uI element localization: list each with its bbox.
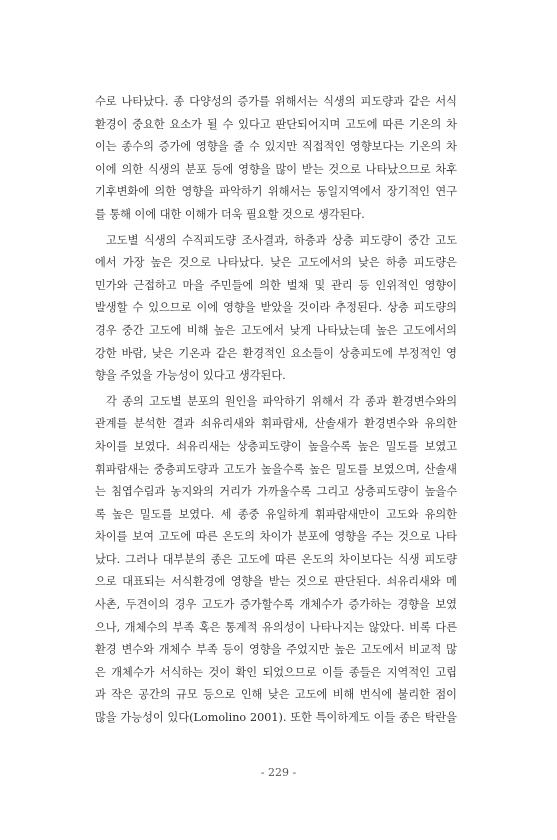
- text-line: 강한 바람, 낮은 기온과 같은 환경적인 요소들이 상층피도에 부정적인 영: [95, 346, 457, 360]
- text-line: 경우 중간 고도에 비해 높은 고도에서 낮게 나타났는데 높은 고도에서의: [95, 323, 457, 337]
- text-line: 차이를 보였다. 쇠유리새는 상층피도량이 높을수록 높은 밀도를 보였고: [95, 439, 457, 453]
- page-number: - 229 -: [260, 766, 297, 779]
- text-line: 고도별 식생의 수직피도량 조사결과, 하층과 상층 피도량이 중간 고도: [106, 233, 457, 247]
- text-line: 록 높은 밀도를 보였다. 세 종중 유일하게 휘파람새만이 고도와 유의한: [95, 507, 457, 521]
- text-line: 휘파람새는 중층피도량과 고도가 높을수록 높은 밀도를 보였으며, 산솔새: [95, 462, 457, 476]
- text-line: 관계를 분석한 결과 쇠유리새와 휘파람새, 산솔새가 환경변수와 유의한: [95, 417, 457, 431]
- text-line: 수로 나타났다. 종 다양성의 증가를 위해서는 식생의 피도량과 같은 서식: [95, 95, 457, 108]
- text-line: 이에 의한 식생의 분포 등에 영향을 많이 받는 것으로 나타났으므로 차후: [95, 162, 457, 176]
- text-line: 으나, 개체수의 부족 혹은 통계적 유의성이 나타나지는 않았다. 비록 다른: [95, 620, 457, 634]
- text-line: 났다. 그러나 대부분의 종은 고도에 따른 온도의 차이보다는 식생 피도량: [95, 552, 457, 566]
- text-line: 환경이 중요한 요소가 될 수 있다고 판단되어지며 고도에 따른 기온의 차: [95, 117, 457, 131]
- text-line: 민가와 근접하고 마을 주민들에 의한 벌채 및 관리 등 인위적인 영향이: [95, 278, 457, 292]
- text-line: 에서 가장 높은 것으로 나타났다. 낮은 고도에서의 낮은 하층 피도량은: [95, 256, 457, 270]
- text-line: 은 개체수가 서식하는 것이 확인 되었으므로 이들 종들은 지역적인 고립: [95, 665, 457, 679]
- text-line: 과 작은 공간의 규모 등으로 인해 낮은 고도에 비해 번식에 불리한 점이: [95, 688, 457, 702]
- text-line: 각 종의 고도별 분포의 원인을 파악하기 위해서 각 종과 환경변수와의: [106, 394, 457, 408]
- text-line: 를 통해 이에 대한 이해가 더욱 필요할 것으로 생각된다.: [95, 207, 365, 221]
- text-line: 으로 대표되는 서식환경에 영향을 받는 것으로 판단된다. 쇠유리새와 메: [95, 575, 457, 589]
- text-line: 사촌, 두견이의 경우 고도가 증가할수록 개체수가 증가하는 경향을 보였: [95, 598, 457, 612]
- text-line: 환경 변수와 개체수 부족 등이 영향을 주었지만 높은 고도에서 비교적 많: [95, 643, 457, 657]
- text-line: 기후변화에 의한 영향을 파악하기 위해서는 동일지역에서 장기적인 연구: [95, 185, 457, 199]
- body-text: [95, 91, 457, 730]
- text-line: 는 침엽수림과 농지와의 거리가 가까울수록 그리고 상층피도량이 높을수: [95, 485, 457, 499]
- text-line: 발생할 수 있으므로 이에 영향을 받았을 것이라 추정된다. 상층 피도량의: [95, 301, 457, 315]
- text-line: 많을 가능성이 있다(Lomolino 2001). 또한 특이하게도 이들 종은 탁란을: [95, 711, 457, 725]
- text-line: 향을 주었을 가능성이 있다고 생각된다.: [95, 369, 286, 383]
- text-line: 이는 종수의 증가에 영향을 줄 수 있지만 직접적인 영향보다는 기온의 차: [95, 140, 457, 154]
- text-line: 차이를 보여 고도에 따른 온도의 차이가 분포에 영향을 주는 것으로 나타: [95, 530, 457, 544]
